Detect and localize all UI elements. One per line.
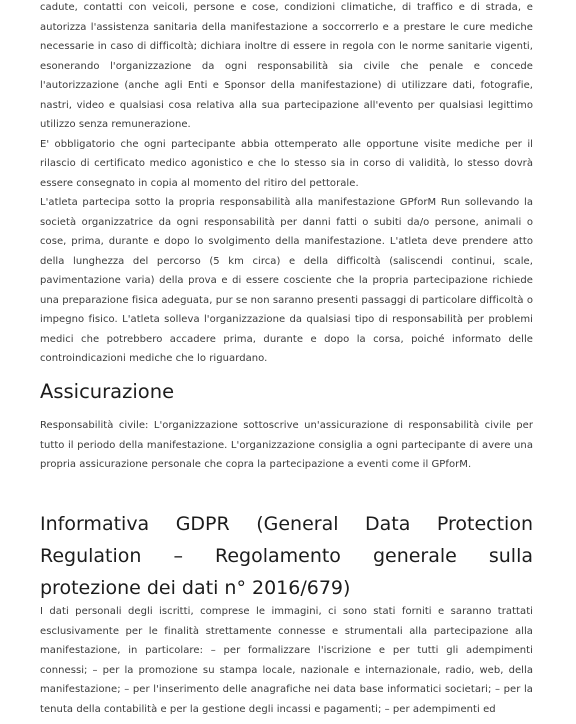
medical-certificate-paragraph: E' obbligatorio che ogni partecipante abbia ottemperato alle opportune visite mediche per il rilascio di certificato medico agonistico e che lo stesso sia in corso di validità, lo stesso dovrà essere consegnato in copia al momento del ritiro del pettorale. [40,138,533,189]
athlete-responsibility-paragraph: L'atleta partecipa sotto la propria responsabilità alla manifestazione GPforM Run sollevando la società organizzatrice da ogni responsabilità per danni fatti o subiti da/o persone, animali o cose, prima, durante e dopo lo svolgimento della manifestazione. L'atleta deve prendere atto della lunghezza del percorso (5 km circa) e della difficoltà (saliscendi continui, scale, pavimentazione varia) della prova e di essere cosciente che la propria partecipazione richiede una preparazione fisica adeguata, pur se non saranno presenti passaggi di particolare difficoltà o impegno fisico. L'atleta solleva l'organizzazione da qualsiasi tipo di responsabilità per problemi medici che potrebbero accadere prima, durante e dopo la corsa, poiché informato delle controindicazioni mediche che lo riguardano. [40,197,533,364]
regulations-section [40,0,533,369]
liability-paragraph: cadute, contatti con veicoli, persone e cose, condizioni climatiche, di traffico e di strada, e autorizza l'assistenza sanitaria della manifestazione a soccorrerlo e a prestare le cure mediche necessarie in caso di difficoltà; dichiara inoltre di essere in regola con le norme sanitarie vigenti, esonerando l'organizzazione da ogni responsabilità sia civile che penale e concede l'autorizzazione (anche agli Enti e Sponsor della manifestazione) di utilizzare dati, fotografie, nastri, video e qualsiasi cosa relativa alla sua partecipazione all'evento per qualsiasi legittimo utilizzo senza remunerazione. [40,2,533,130]
insurance-heading: Assicurazione [40,380,175,403]
gdpr-heading: Informativa GDPR (General Data Protection Regulation – Regolamento generale sulla protezione dei dati n° 2016/679) [40,513,533,599]
gdpr-paragraph: I dati personali degli iscritti, comprese le immagini, ci sono stati forniti e saranno trattati esclusivamente per le finalità strettamente connesse e strumentali alla partecipazione alla manifestazione, in particolare: – per formalizzare l'iscrizione e per tutti gli adempimenti connessi; – per la promozione su stampa locale, nazionale e internazionale, radio, web, della manifestazione; – per l'inserimento delle anagrafiche nei data base informatici societari; – per la tenuta della contabilità e per la gestione degli incassi e pagamenti; – per adempimenti ed [40,606,533,715]
insurance-paragraph: Responsabilità civile: L'organizzazione sottoscrive un'assicurazione di responsabilità civile per tutto il periodo della manifestazione. L'organizzazione consiglia a ogni partecipante di avere una propria assicurazione personale che copra la partecipazione a eventi come il GPforM. [40,420,533,470]
